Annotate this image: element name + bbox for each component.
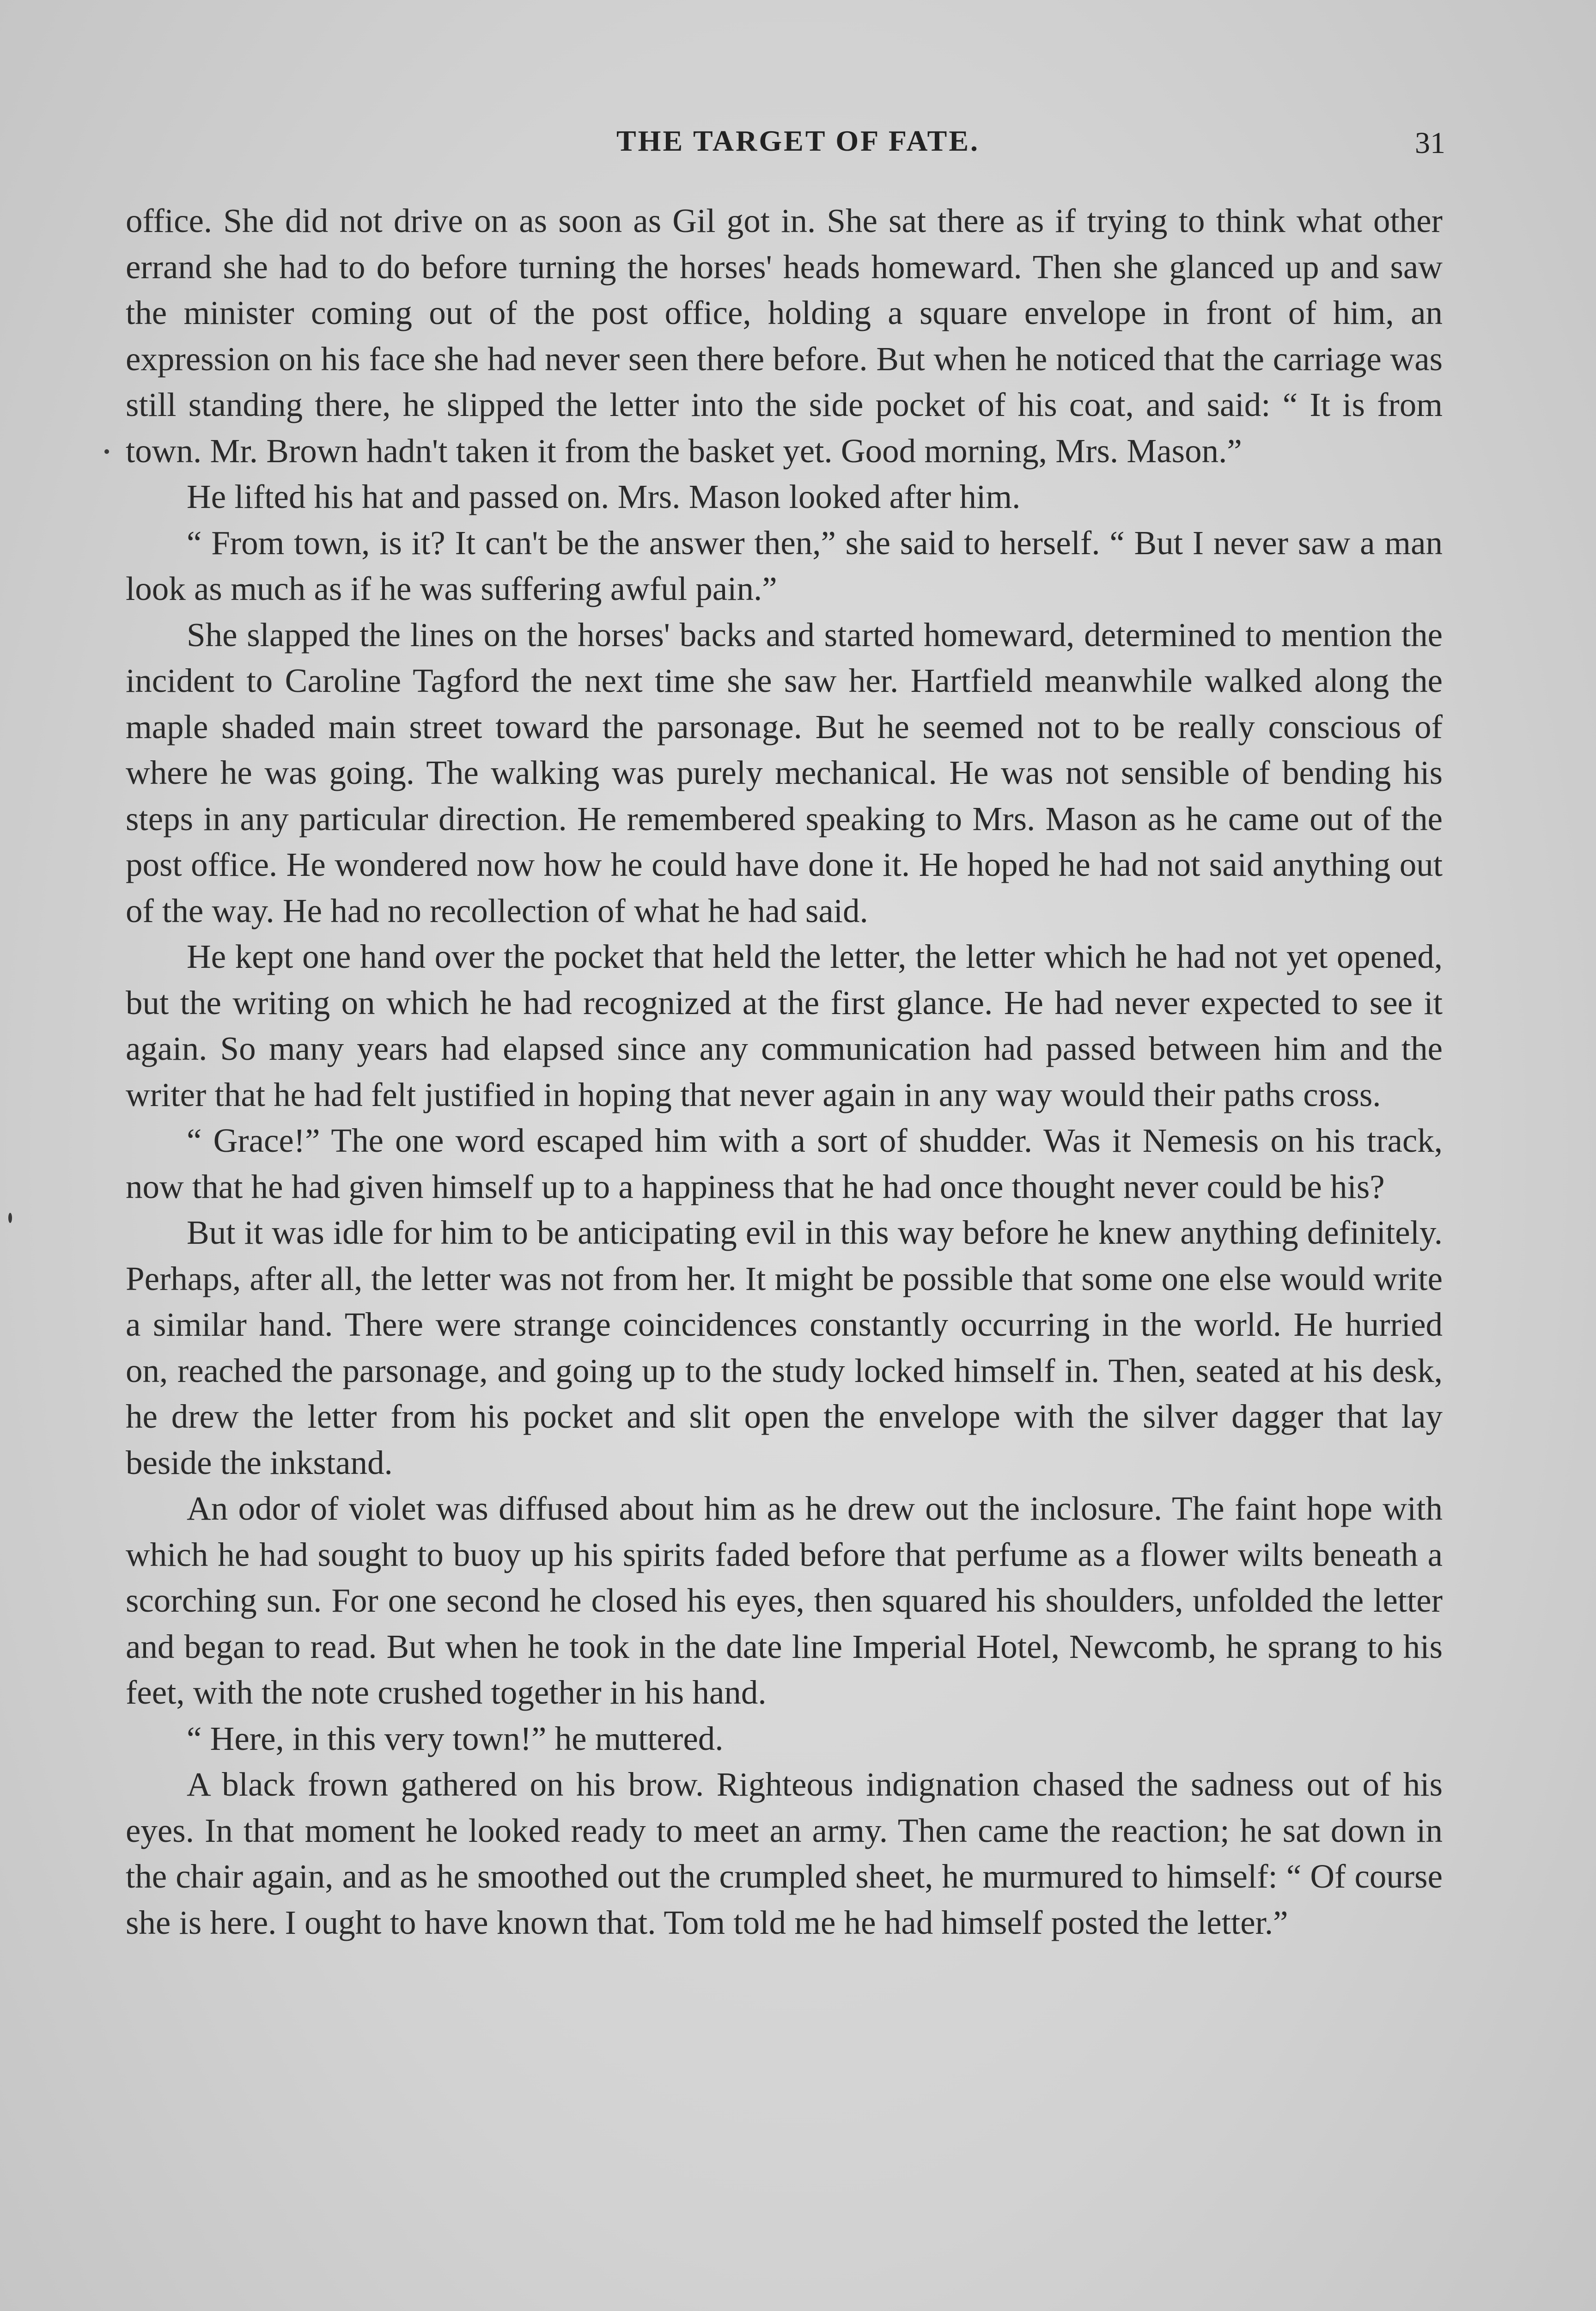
paragraph: A black frown gathered on his brow. Righteous indignation chased the sadness out of his eyes. In that moment he looked ready to meet an army. Then came the reaction; he sat down in the chair again, and as he smoothed out the crumpled sheet, he murmured to himself: “ Of course she is here. I ought to have known that. Tom told me he had himself posted the letter.” <box>126 1766 1443 1941</box>
paragraph: “ From town, is it? It can't be the answer then,” she said to herself. “ But I never saw a man look as much as if he was suffering awful pain.” <box>126 524 1443 607</box>
print-speck <box>8 1213 12 1223</box>
paragraph: “ Here, in this very town!” he muttered. <box>187 1719 724 1757</box>
print-speck <box>104 449 109 454</box>
running-head <box>0 124 1596 165</box>
paragraph: But it was idle for him to be anticipating evil in this way before he knew anything definitely. Perhaps, after all, the letter was not from her. It might be possible that some one else would write a similar hand. There were strange coincidences constantly occurring in the world. He hurried on, reached the parsonage, and going up to the study locked himself in. Then, seated at his desk, he drew the letter from his pocket and slit open the envelope with the silver dagger that lay beside the inkstand. <box>126 1214 1443 1481</box>
running-title: THE TARGET OF FATE. <box>616 124 980 157</box>
body-text <box>126 198 1443 1945</box>
paragraph: She slapped the lines on the horses' backs and started homeward, determined to mention the incident to Caroline Tagford the next time she saw her. Hartfield meanwhile walked along the maple shaded main street toward the parsonage. But he seemed not to be really conscious of where he was going. The walking was purely mechanical. He was not sensible of bending his steps in any particular direction. He remembered speaking to Mrs. Mason as he came out of the post office. He wondered now how he could have done it. He hoped he had not said anything out of the way. He had no recollection of what he had said. <box>126 616 1443 929</box>
paragraph: “ Grace!” The one word escaped him with a sort of shudder. Was it Nemesis on his track, now that he had given himself up to a happiness that he had once thought never could be his? <box>126 1122 1443 1205</box>
paragraph: office. She did not drive on as soon as Gil got in. She sat there as if trying to think what other errand she had to do before turning the horses' heads homeward. Then she glanced up and saw the minister coming out of the post office, holding a square envelope in front of him, an expression on his face she had never seen there before. But when he noticed that the carriage was still standing there, he slipped the letter into the side pocket of his coat, and said: “ It is from town. Mr. Brown hadn't taken it from the basket yet. Good morning, Mrs. Mason.” <box>126 202 1443 470</box>
paragraph: An odor of violet was diffused about him as he drew out the inclosure. The faint hope with which he had sought to buoy up his spirits faded before that perfume as a flower wilts beneath a scorching sun. For one second he closed his eyes, then squared his shoulders, unfolded the letter and began to read. But when he took in the date line Imperial Hotel, Newcomb, he sprang to his feet, with the note crushed together in his hand. <box>126 1490 1443 1711</box>
paragraph: He kept one hand over the pocket that held the letter, the letter which he had not yet opened, but the writing on which he had recognized at the first glance. He had never expected to see it again. So many years had elapsed since any communication had passed between him and the writer that he had felt justified in hoping that never again in any way would their paths cross. <box>126 938 1443 1113</box>
page-number: 31 <box>1415 126 1445 160</box>
paragraph: He lifted his hat and passed on. Mrs. Mason looked after him. <box>187 478 1021 515</box>
